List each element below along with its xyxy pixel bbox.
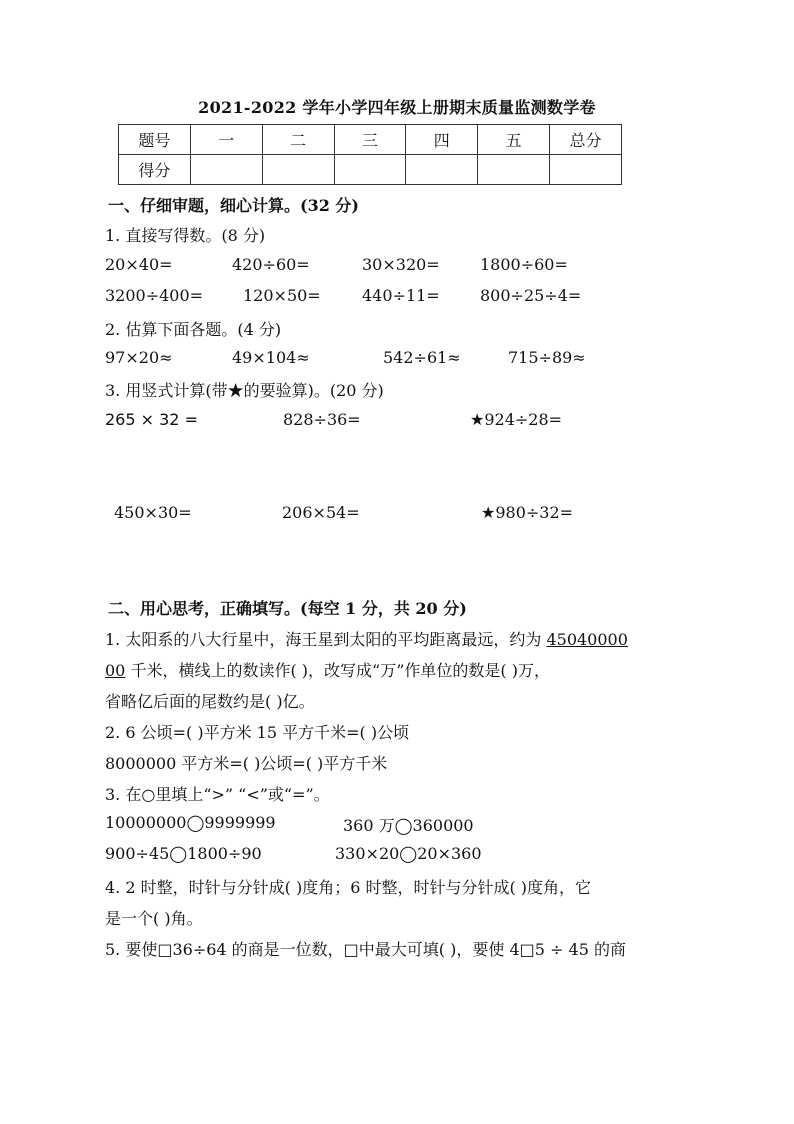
q2-label: 2. 估算下面各题。(4 分) [105, 320, 282, 339]
score-cell[interactable] [406, 155, 478, 185]
problem: 30×320= [362, 255, 440, 274]
section2-heading: 二、用心思考，正确填写。(每空 1 分，共 20 分) [108, 599, 467, 618]
s2-q2-line1: 2. 6 公顷=( )平方米 15 平方千米=( )公顷 [105, 723, 410, 742]
s2-q5-line1: 5. 要使□36÷64 的商是一位数，□中最大可填( )，要使 4□5 ÷ 45 的商 [105, 940, 626, 959]
score-header-cell: 题号 [119, 125, 191, 155]
s2-q1-line3: 省略亿后面的尾数约是( )亿。 [105, 692, 315, 711]
problem: 450×30= [114, 503, 192, 522]
s2-q4-line1: 4. 2 时整，时针与分针成( )度角；6 时整，时针与分针成( )度角，它 [105, 878, 592, 897]
s2-q1-line2: 00 千米，横线上的数读作( )，改写成“万”作单位的数是( )万， [105, 661, 550, 680]
score-cell[interactable] [262, 155, 334, 185]
s2-q1-line1: 1. 太阳系的八大行星中，海王星到太阳的平均距离最远，约为 45040000 [105, 630, 628, 649]
score-row-label: 得分 [119, 155, 191, 185]
score-header-cell: 五 [478, 125, 550, 155]
compare-problem: 900÷45◯1800÷90 [105, 844, 262, 863]
s2-q3-label: 3. 在○里填上“>” “<”或“=”。 [105, 785, 330, 804]
s2-q2-line2: 8000000 平方米=( )公顷=( )平方千米 [105, 754, 388, 773]
score-cell[interactable] [550, 155, 622, 185]
problem: 420÷60= [232, 255, 310, 274]
s2-q4-line2: 是一个( )角。 [105, 909, 203, 928]
score-header-cell: 总分 [550, 125, 622, 155]
score-cell[interactable] [334, 155, 406, 185]
score-cell[interactable] [190, 155, 262, 185]
problem: 265 × 32 = [105, 410, 198, 429]
q1-label: 1. 直接写得数。(8 分) [105, 226, 266, 245]
compare-problem: 10000000◯9999999 [105, 813, 276, 832]
compare-problem: 330×20◯20×360 [335, 844, 482, 863]
problem: 828÷36= [283, 410, 361, 429]
exam-title: 2021-2022 学年小学四年级上册期末质量监测数学卷 [198, 98, 596, 117]
problem: 97×20≈ [105, 348, 173, 367]
score-table [118, 124, 622, 185]
problem: 440÷11= [362, 286, 440, 305]
section1-heading: 一、仔细审题，细心计算。(32 分) [108, 196, 359, 215]
q3-label: 3. 用竖式计算(带★的要验算)。(20 分) [105, 381, 384, 400]
underlined-number: 45040000 [546, 630, 628, 649]
underlined-number: 00 [105, 661, 126, 680]
problem: 120×50= [243, 286, 321, 305]
problem: 3200÷400= [105, 286, 204, 305]
problem: 206×54= [282, 503, 360, 522]
problem: ★924÷28= [470, 410, 563, 429]
score-header-cell: 三 [334, 125, 406, 155]
score-cell[interactable] [478, 155, 550, 185]
problem: 20×40= [105, 255, 173, 274]
score-header-cell: 一 [190, 125, 262, 155]
problem: 49×104≈ [232, 348, 310, 367]
compare-problem: 360 万◯360000 [343, 816, 474, 835]
score-table-score-row [119, 155, 622, 185]
problem: 1800÷60= [480, 255, 568, 274]
problem: 715÷89≈ [508, 348, 586, 367]
problem: ★980÷32= [481, 503, 574, 522]
score-header-cell: 二 [262, 125, 334, 155]
problem: 542÷61≈ [383, 348, 461, 367]
score-header-cell: 四 [406, 125, 478, 155]
score-table-header-row [119, 125, 622, 155]
problem: 800÷25÷4= [480, 286, 582, 305]
